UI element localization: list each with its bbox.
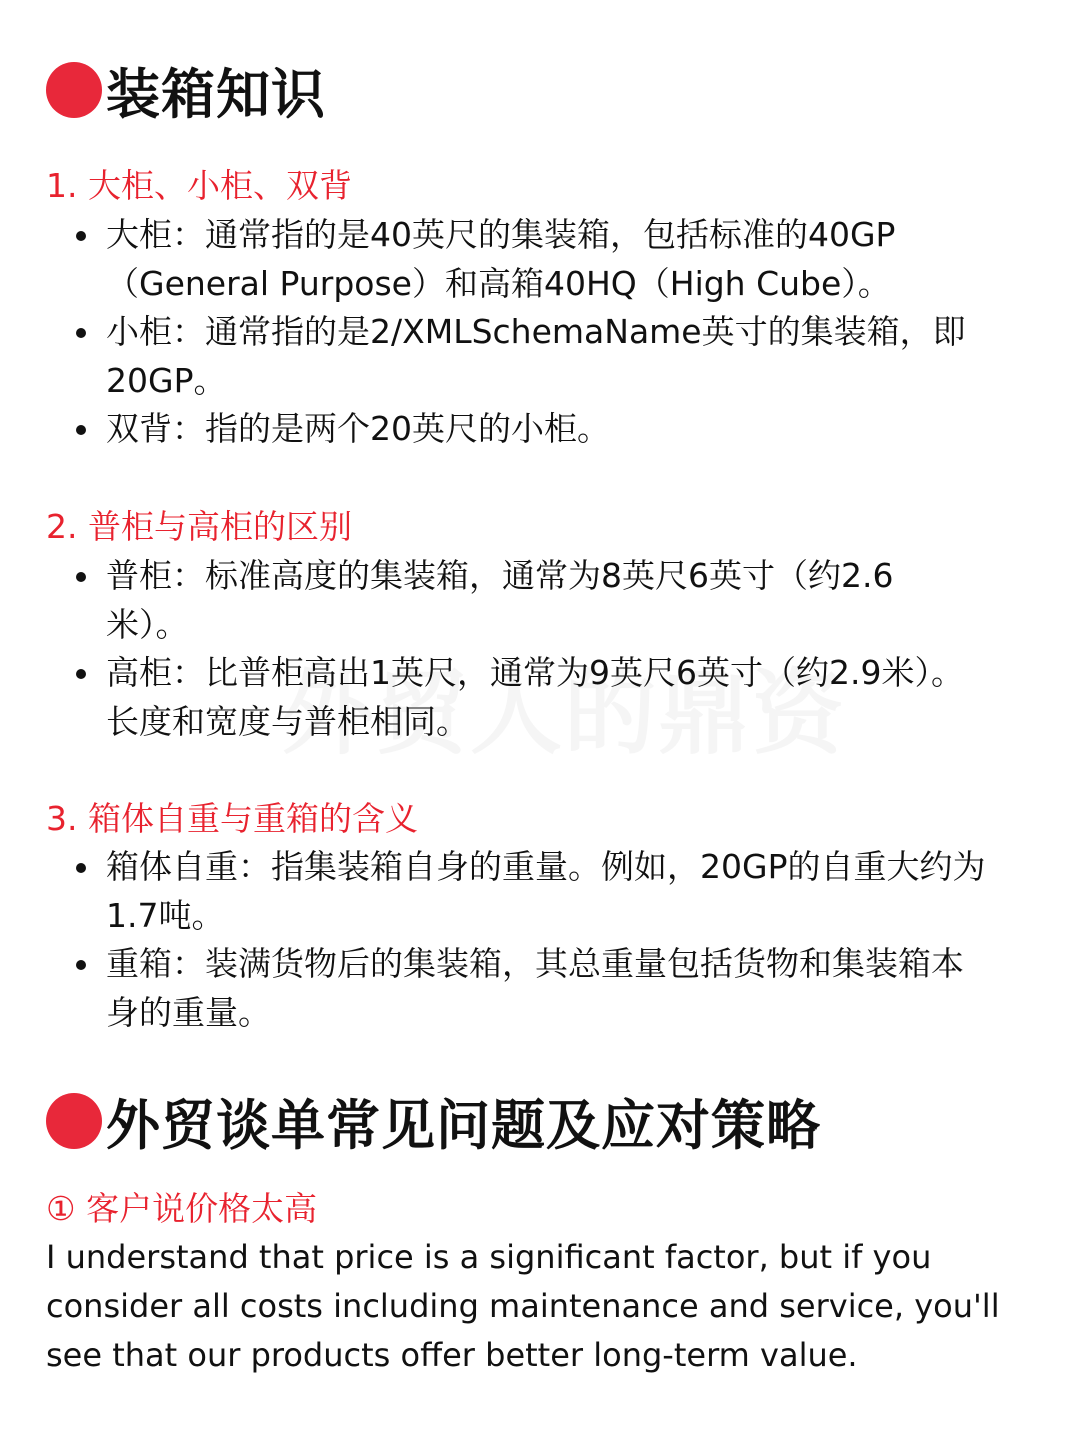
section-title: 装箱知识 xyxy=(106,62,326,126)
list-item: 普柜：标准高度的集装箱，通常为8英尺6英寸（约2.6 米）。 xyxy=(0,552,1080,649)
list-item: 高柜：比普柜高出1英尺，通常为9英尺6英寸（约2.9米）。 长度和宽度与普柜相同。 xyxy=(0,649,1080,746)
bullet-dot-icon xyxy=(76,863,86,873)
bullet-dot-icon xyxy=(76,572,86,582)
bullet-list-tare-weight xyxy=(0,843,1080,1037)
bullet-dot-icon xyxy=(76,669,86,679)
bullet-dot-icon xyxy=(76,425,86,435)
bullet-dot-icon xyxy=(76,231,86,241)
red-dot-icon xyxy=(46,1093,102,1149)
list-item: 重箱：装满货物后的集装箱，其总重量包括货物和集装箱本 身的重量。 xyxy=(0,940,1080,1037)
list-item: 双背：指的是两个20英尺的小柜。 xyxy=(0,405,1080,454)
subheading-tare-weight: 3. 箱体自重与重箱的含义 xyxy=(46,799,418,838)
subheading-price-too-high: ① 客户说价格太高 xyxy=(46,1189,318,1228)
section-heading-packing xyxy=(46,54,326,126)
list-item: 大柜：通常指的是40英尺的集装箱，包括标准的40GP （General Purpose）和高箱40HQ（High Cube）。 xyxy=(0,211,1080,308)
list-item: 箱体自重：指集装箱自身的重量。例如，20GP的自重大约为 1.7吨。 xyxy=(0,843,1080,940)
response-paragraph: I understand that price is a significant factor, but if you consider all costs including maintenance and service, you'll see that our products offer better long-term value. xyxy=(46,1238,1000,1374)
subheading-standard-vs-high: 2. 普柜与高柜的区别 xyxy=(46,507,352,546)
list-item: 小柜：通常指的是2/XMLSchemaName英寸的集装箱，即 20GP。 xyxy=(0,308,1080,405)
red-dot-icon xyxy=(46,62,102,118)
bullet-list-container-types xyxy=(0,211,1080,454)
bullet-dot-icon xyxy=(76,960,86,970)
section-title: 外贸谈单常见问题及应对策略 xyxy=(106,1093,821,1157)
bullet-dot-icon xyxy=(76,328,86,338)
subheading-container-types: 1. 大柜、小柜、双背 xyxy=(46,166,352,205)
bullet-list-standard-vs-high xyxy=(0,552,1080,746)
section-heading-negotiation xyxy=(46,1085,821,1157)
